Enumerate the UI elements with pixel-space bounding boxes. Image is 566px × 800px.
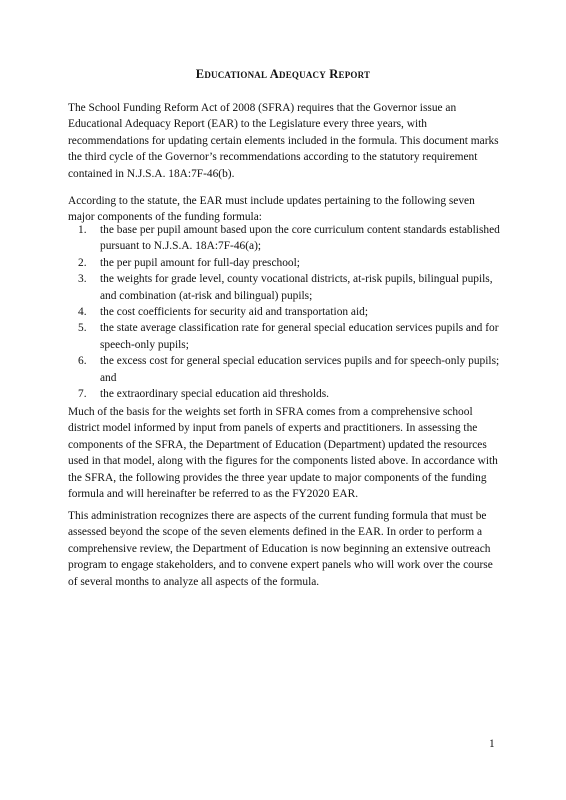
page-number: 1 bbox=[489, 738, 495, 750]
list-item-text: the base per pupil amount based upon the core curriculum content standards established pursuant to N.J.S.A. 18A:7F-46(a); bbox=[100, 224, 500, 253]
list-item bbox=[68, 304, 500, 320]
administration-paragraph: This administration recognizes there are aspects of the current funding formula that must be assessed beyond the scope of the seven elements defined in the EAR. In order to perform a comprehensive review, the Department of Education is now beginning an extensive outreach program to engage stakeholders, and to convene expert panels who will work over the course of several months to analyze all aspects of the formula. bbox=[68, 510, 493, 588]
list-item-number: 6. bbox=[78, 355, 87, 368]
list-item-text: the per pupil amount for full-day preschool; bbox=[100, 256, 300, 269]
list-item bbox=[68, 353, 500, 386]
list-item bbox=[68, 386, 500, 402]
list-item bbox=[68, 320, 500, 353]
list-item-text: the weights for grade level, county vocational districts, at-risk pupils, bilingual pupils, and combination (at-risk and bilingual) pupils; bbox=[100, 273, 493, 302]
list-item-text: the state average classification rate for general special education services pupils and for speech-only pupils; bbox=[100, 322, 499, 351]
list-item-text: the excess cost for general special education services pupils and for speech-only pupils; and bbox=[100, 355, 500, 384]
list-item-number: 7. bbox=[78, 388, 87, 401]
intro-paragraph: The School Funding Reform Act of 2008 (SFRA) requires that the Governor issue an Educational Adequacy Report (EAR) to the Legislature every three years, with recommendations for updating certain elements included in the formula. This document marks the third cycle of the Governor’s recommendations according to the statutory requirement contained in N.J.S.A. 18A:7F-46(b). bbox=[68, 102, 499, 180]
list-item-text: the extraordinary special education aid thresholds. bbox=[100, 388, 329, 401]
page-title: Educational Adequacy Report bbox=[195, 67, 371, 81]
components-list bbox=[68, 222, 500, 402]
list-item bbox=[68, 255, 500, 271]
statute-paragraph: According to the statute, the EAR must include updates pertaining to the following seven major components of the funding formula: bbox=[68, 195, 475, 224]
list-item bbox=[68, 222, 500, 255]
model-basis-paragraph: Much of the basis for the weights set forth in SFRA comes from a comprehensive school district model informed by input from panels of experts and practitioners. In assessing the components of the SFRA, the Department of Education (Department) updated the resources used in that model, along with the figures for the components listed above. In accordance with the SFRA, the following provides the three year update to major components of the funding formula and will hereinafter be referred to as the FY2020 EAR. bbox=[68, 406, 498, 501]
list-item bbox=[68, 271, 500, 304]
list-item-number: 1. bbox=[78, 224, 87, 236]
list-item-number: 2. bbox=[78, 256, 87, 269]
list-item-number: 4. bbox=[78, 306, 87, 319]
list-item-text: the cost coefficients for security aid and transportation aid; bbox=[100, 306, 369, 319]
list-item-number: 5. bbox=[78, 322, 87, 335]
list-item-number: 3. bbox=[78, 273, 87, 286]
